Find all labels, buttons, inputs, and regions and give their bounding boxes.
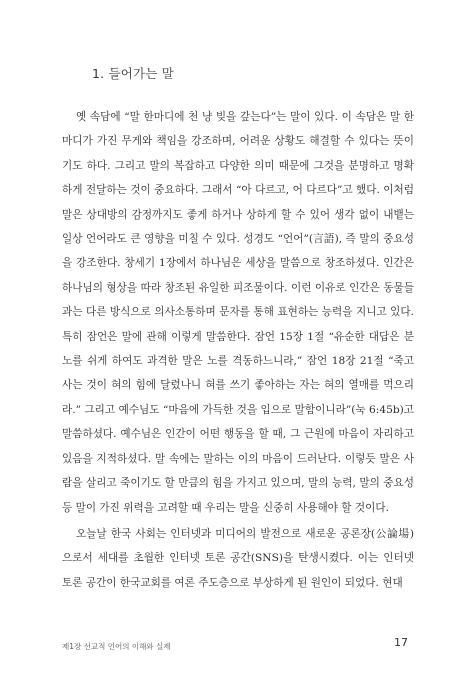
paragraph: 오늘날 한국 사회는 인터넷과 미디어의 발전으로 새로운 공론장(公論場)으로서 세대를 초월한 인터넷 토론 공간(SNS)을 탄생시켰다. 이는 인터넷 토론 공간이 한국교회를 여론 주도층으로 부상하게 된 원인이 되었다. 현대 <box>62 527 414 589</box>
running-title: 제1장 선교적 언어의 이해와 실제 <box>62 642 171 651</box>
body-text <box>62 105 414 595</box>
section-heading: 1. 들어가는 말 <box>92 66 175 81</box>
page-number: 17 <box>394 636 408 649</box>
paragraph: 옛 속담에 “말 한마디에 천 냥 빚을 갚는다”는 말이 있다. 이 속담은 말 한마디가 가진 무게와 책임을 강조하며, 어려운 상황도 해결할 수 있다는 뜻이기도 하다. 그리고 말의 복잡하고 다양한 의미 때문에 그것을 분명하고 명확하게 전달하는 것이 중요하다. 그래서 “아 다르고, 어 다르다”고 했다. 이처럼 말은 상대방의 감정까지도 좋게 하거나 상하게 할 수 있어 생각 없이 내뱉는 일상 언어라도 큰 영향을 미칠 수 있다. 성경도 “언어”(言語), 즉 말의 중요성을 강조한다. 창세기 1장에서 하나님은 세상을 말씀으로 창조하셨다. 인간은 하나님의 형상을 따라 창조된 유일한 피조물이다. 이런 이유로 인간은 동물들과는 다른 방식으로 의사소통하며 문자를 통해 표현하는 능력을 지니고 있다. 특히 잠언은 말에 관해 이렇게 말씀한다. 잠언 15장 1절 “유순한 대답은 분노를 쉬게 하여도 과격한 말은 노를 격동하느니라,” 잠언 18장 21절 “죽고 사는 것이 혀의 힘에 달렸나니 혀를 쓰기 좋아하는 자는 혀의 열매를 먹으리라.” 그리고 예수님도 “마음에 가득한 것을 입으로 말함이니라”(눅 6:45b)고 말씀하셨다. 예수님은 인간이 어떤 행동을 할 때, 그 근원에 마음이 자리하고 있음을 지적하셨다. 말 속에는 말하는 이의 마음이 드러난다. 이렇듯 말은 사람을 살리고 죽이기도 할 만큼의 힘을 가지고 있으며, 말의 능력, 말의 중요성 등 말이 가진 위력을 고려할 때 우리는 말을 신중히 사용해야 할 것이다. <box>62 111 414 514</box>
